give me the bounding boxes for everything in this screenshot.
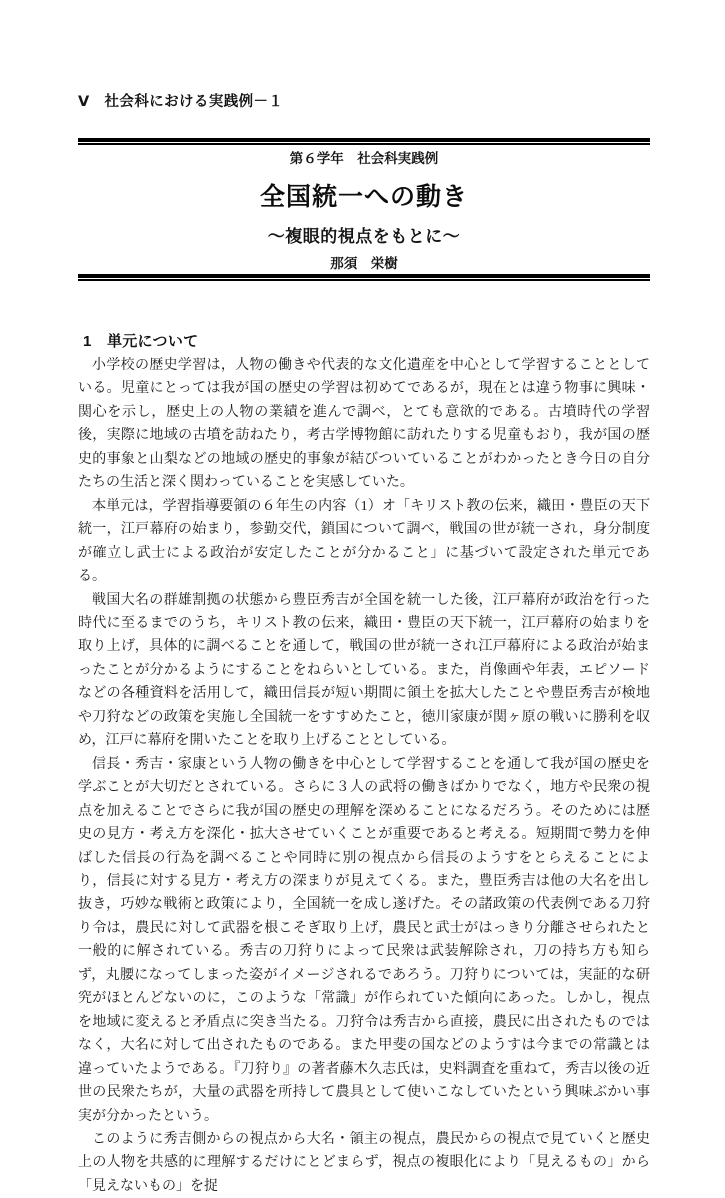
body-paragraph: 信長・秀吉・家康という人物の働きを中心として学習することを通して我が国の歴史を学ぶことが大切だとされている。さらに３人の武将の働きばかりでなく，地方や民衆の視点を加えることでさらに我が国の歴史の理解を深めることになるだろう。そのためには歴史の見方・考え方を深化・拡大させていくことが重要であると考える。短期間で勢力を伸ばした信長の行為を調べることや同時に別の視点から信長のようすをとらえることにより，信長に対する見方・考え方の深まりが見えてくる。また，豊臣秀吉は他の大名を出し抜き，巧妙な戦術と政策により，全国統一を成し遂げた。その諸政策の代表例である刀狩り令は，農民に対して武器を根こそぎ取り上げ，農民と武士がはっきり分離させられたと一般的に解されている。秀吉の刀狩りによって民衆は武装解除され，刀の持ち方も知らず，丸腰になってしまった姿がイメージされるであろう。刀狩りについては，実証的な研究がほとんどないのに，このような「常識」が作られていた傾向にあった。しかし，視点を地域に変えると矛盾点に突き当たる。刀狩令は秀吉から直接，農民に出されたものではなく，大名に対して出されたものである。また甲斐の国などのようすは今までの常識とは違っていたようである。『刀狩り』の著者藤木久志氏は，史料調査を重ねて，秀吉以後の近世の民衆たちが，大量の武器を所持して農具として使いこなしていたという興味ぶかい事実が分かったという。 [78,756,650,1124]
title-kicker: 第６学年 社会科実践例 [289,151,439,166]
page-title: 全国統一への動き [259,182,468,211]
body-paragraph: このように秀吉側からの視点から大名・領主の視点，農民からの視点で見ていくと歴史上の人物を共感的に理解するだけにとどまらず，視点の複眼化により「見えるもの」から「見えないもの」を捉 [78,1131,650,1194]
title-rule-top [78,138,650,143]
body-text [78,354,650,1198]
title-rule-bottom [78,274,650,279]
page-subtitle: ～複眼的視点をもとに～ [267,226,461,246]
title-block [78,150,650,273]
body-paragraph: 戦国大名の群雄割拠の状態から豊臣秀吉が全国を統一した後，江戸幕府が政治を行った時代に至るまでのうち，キリスト教の伝来，織田・豊臣の天下統一，江戸幕府の始まりを取り上げ，具体的に調べることを通して，戦国の世が統一され江戸幕府による政治が始まったことが分かるようにすることをねらいとしている。また，肖像画や年表，エピソードなどの各種資料を活用して，織田信長が短い期間に領土を拡大したことや豊臣秀吉が検地や刀狩などの政策を実施し全国統一をすすめたこと，徳川家康が関ヶ原の戦いに勝利を収め，江戸に幕府を開いたことを取り上げることとしている。 [78,592,650,749]
body-paragraph: 小学校の歴史学習は，人物の働きや代表的な文化遺産を中心として学習することとしている。児童にとっては我が国の歴史の学習は初めてであるが，現在とは違う物事に興味・関心を示し，歴史上の人物の業績を進んで調べ，とても意欲的である。古墳時代の学習後，実際に地域の古墳を訪ねたり，考古学博物館に訪れたりする児童もおり，我が国の歴史的事象と山梨などの地域の歴史的事象が結びついていることがわかったとき今日の自分たちの生活と深く関わっていることを実感していた。 [78,358,650,491]
author-name: 那須 栄樹 [330,256,398,272]
section-heading: 1 単元について [83,333,199,350]
running-head: Ⅴ 社会科における実践例－１ [78,94,284,110]
body-paragraph: 本単元は，学習指導要領の６年生の内容（1）オ「キリスト教の伝来，織田・豊臣の天下統一，江戸幕府の始まり，参勤交代，鎖国について調べ，戦国の世が統一され，身分制度が確立し武士による政治が安定したことが分かること」に基づいて設定された単元である。 [78,498,650,585]
